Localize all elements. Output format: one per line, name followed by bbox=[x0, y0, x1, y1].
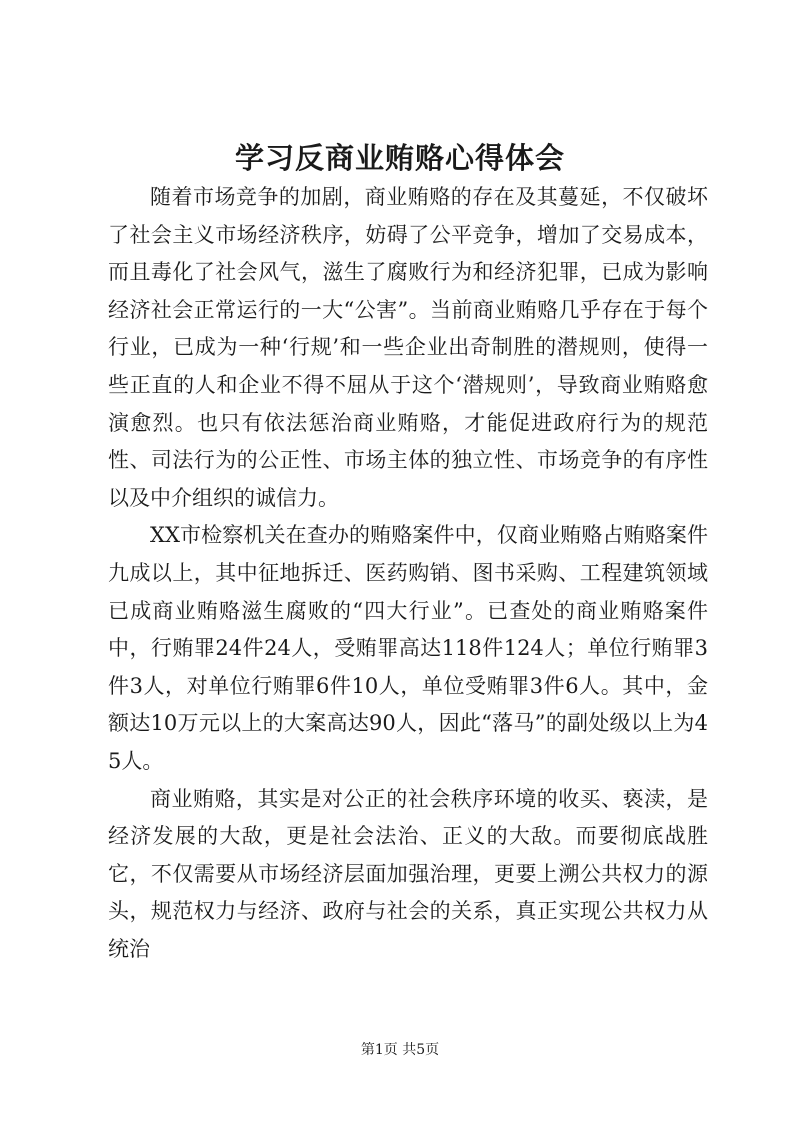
paragraph-2: XX市检察机关在查办的贿赂案件中，仅商业贿赂占贿赂案件九成以上，其中征地拆迁、医药购销、图书采购、工程建筑领域已成商业贿赂滋生腐败的“四大行业”。已查处的商业贿赂案件中，行贿罪24件24人，受贿罪高达118件124人；单位行贿罪3件3人，对单位行贿罪6件10人，单位受贿罪3件6人。其中，金额达10万元以上的大案高达90人，因此“落马”的副处级以上为45人。 bbox=[108, 523, 708, 773]
page-footer: 第1页 共5页 bbox=[360, 1042, 440, 1058]
document-title: 学习反商业贿赂心得体会 bbox=[234, 141, 565, 175]
paragraph-1: 随着市场竞争的加剧，商业贿赂的存在及其蔓延，不仅破坏了社会主义市场经济秩序，妨碍了公平竞争，增加了交易成本，而且毒化了社会风气，滋生了腐败行为和经济犯罪，已成为影响经济社会正常运行的一大“公害”。当前商业贿赂几乎存在于每个行业，已成为一种‘行规’和一些企业出奇制胜的潜规则，使得一些正直的人和企业不得不屈从于这个‘潜规则’，导致商业贿赂愈演愈烈。也只有依法惩治商业贿赂，才能促进政府行为的规范性、司法行为的公正性、市场主体的独立性、市场竞争的有序性以及中介组织的诚信力。 bbox=[108, 185, 708, 510]
paragraph-3: 商业贿赂，其实是对公正的社会秩序环境的收买、亵渎，是经济发展的大敌，更是社会法治、正义的大敌。而要彻底战胜它，不仅需要从市场经济层面加强治理，更要上溯公共权力的源头，规范权力与经济、政府与社会的关系，真正实现公共权力从统治 bbox=[108, 786, 708, 961]
document-body bbox=[108, 179, 708, 968]
